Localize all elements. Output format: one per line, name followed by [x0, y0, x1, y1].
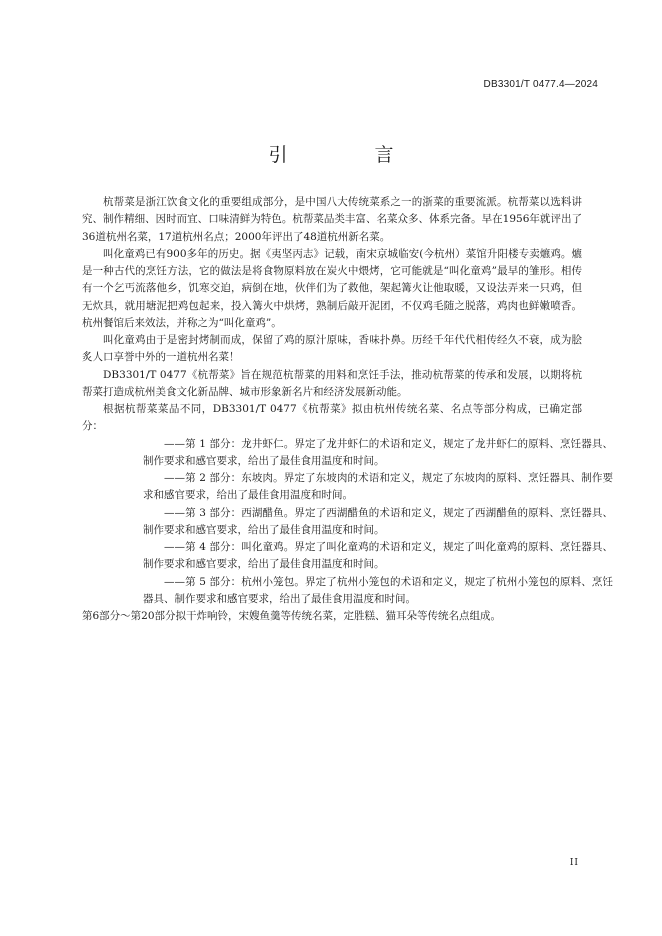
- list-item-part-2: ——第 2 部分：东坡肉。界定了东坡肉的术语和定义，规定了东坡肉的原料、烹饪器具、制作要求和感官要求，给出了最佳食用温度和时间。: [143, 472, 613, 502]
- document-code: DB3301/T 0477.4—2024: [483, 79, 598, 90]
- page-title: 引 言: [268, 144, 428, 166]
- list-item-part-5: ——第 5 部分：杭州小笼包。界定了杭州小笼包的术语和定义，规定了杭州小笼包的原料、烹饪器具、制作要求和感官要求，给出了最佳食用温度和时间。: [143, 575, 613, 605]
- page-number: II: [569, 858, 579, 868]
- paragraph-closing: 第6部分～第20部分拟干炸响铃，宋嫂鱼羹等传统名菜，定胜糕、猫耳朵等传统名点组成。: [82, 610, 502, 622]
- paragraph-flavor: 叫化童鸡由于是密封烤制而成，保留了鸡的原汁原味，香味扑鼻。历经千年代代相传经久不衰，成为脍炙人口享誉中外的一道杭州名菜！: [82, 334, 582, 364]
- list-item-part-4: ——第 4 部分：叫化童鸡。界定了叫化童鸡的术语和定义，规定了叫化童鸡的原料、烹饪器具、制作要求和感官要求，给出了最佳食用温度和时间。: [143, 541, 613, 571]
- parts-list: [82, 436, 613, 609]
- list-item-part-1: ——第 1 部分：龙井虾仁。界定了龙井虾仁的术语和定义，规定了龙井虾仁的原料、烹饪器具、制作要求和感官要求，给出了最佳食用温度和时间。: [143, 437, 613, 467]
- introduction-body: [82, 194, 613, 625]
- paragraph-history: 叫化童鸡已有900多年的历史。据《夷坚丙志》记载，南宋京城临安(今杭州）菜馆升阳楼专卖爊鸡。爊是一种古代的烹饪方法，它的做法是将食物原料放在炭火中煨烤，它可能就是“叫化童鸡”最早的雏形。相传有一个乞丐流落他乡，饥寒交迫，病倒在地，伙伴们为了救他，架起篝火让他取暖，又设法弄来一只鸡，但无炊具，就用塘泥把鸡包起来，投入篝火中烘烤，熟制后敲开泥团，不仅鸡毛随之脱落，鸡肉也鲜嫩喷香。杭州餐馆后来效法，并称之为“叫化童鸡”。: [82, 247, 582, 329]
- paragraph-structure: 根据杭帮菜菜品不同，DB3301/T 0477《杭帮菜》拟由杭州传统名菜、名点等部分构成，已确定部分：: [82, 403, 582, 433]
- list-item-part-3: ——第 3 部分：西湖醋鱼。界定了西湖醋鱼的术语和定义，规定了西湖醋鱼的原料、烹饪器具、制作要求和感官要求，给出了最佳食用温度和时间。: [143, 506, 613, 536]
- paragraph-purpose: DB3301/T 0477《杭帮菜》旨在规范杭帮菜的用料和烹饪手法，推动杭帮菜的传承和发展，以期将杭帮菜打造成杭州美食文化新品牌、城市形象新名片和经济发展新动能。: [82, 368, 582, 398]
- paragraph-overview: 杭帮菜是浙江饮食文化的重要组成部分，是中国八大传统菜系之一的浙菜的重要流派。杭帮菜以选料讲究、制作精细、因时而宜、口味清鲜为特色。杭帮菜品类丰富、名菜众多、体系完备。早在1956年就评出了36道杭州名菜，17道杭州名点；2000年评出了48道杭州新名菜。: [82, 196, 582, 243]
